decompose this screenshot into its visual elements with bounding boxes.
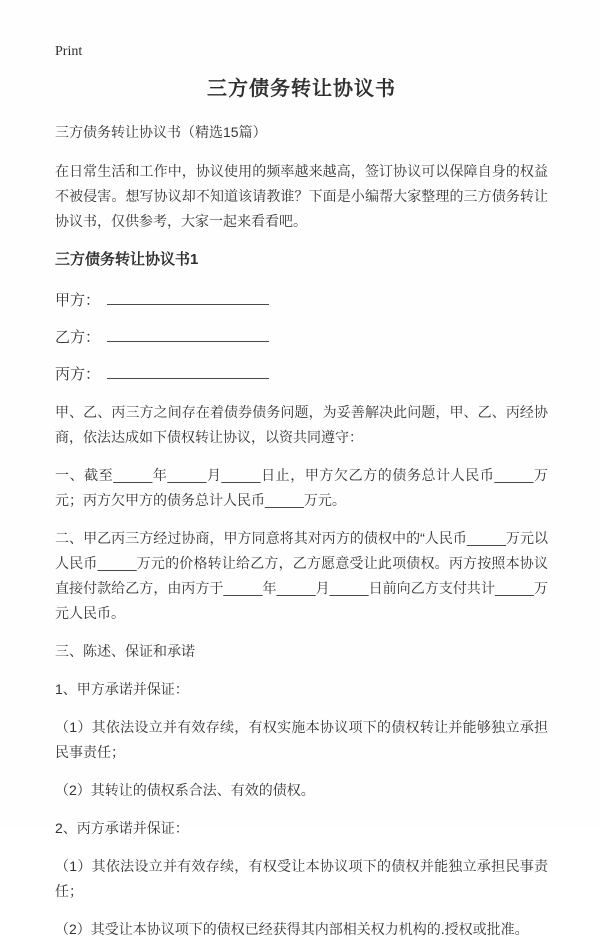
item-2-sub-2: （2）其受让本协议项下的债权已经获得其内部相关权力机构的.授权或批准。 <box>55 921 529 937</box>
item-2-heading: 2、丙方承诺并保证： <box>55 820 189 836</box>
clause-1-paragraph: 一、截至_____年_____月_____日止，甲方欠乙方的债务总计人民币_____万元；丙方欠甲方的债务总计人民币_____万元。 <box>55 467 548 508</box>
party-a-label: 甲方： <box>55 292 101 309</box>
party-b-label: 乙方： <box>55 329 101 346</box>
item-1-sub-1: （1）其依法设立并有效存续，有权实施本协议项下的债权转让并能够独立承担民事责任； <box>55 719 548 760</box>
item-2-sub-1: （1）其依法设立并有效存续，有权受让本协议项下的债权并能独立承担民事责任； <box>55 858 548 899</box>
item-1-sub-2: （2）其转让的债权系合法、有效的债权。 <box>55 782 315 798</box>
party-c-label: 丙方： <box>55 366 101 383</box>
party-b-row <box>55 326 548 350</box>
party-c-row <box>55 363 548 387</box>
agreement-heading: 三方债务转让协议书1 <box>55 251 199 268</box>
item-1-heading: 1、甲方承诺并保证： <box>55 681 189 697</box>
clause-3-heading: 三、陈述、保证和承诺 <box>55 643 195 659</box>
clause-2-paragraph: 二、甲乙丙三方经过协商，甲方同意将其对丙方的债权中的“人民币_____万元以人民币_____万元的价格转让给乙方，乙方愿意受让此项债权。丙方按照本协议直接付款给乙方，由丙方于_____年_____月_____日前向乙方支付共计_____万元人民币。 <box>55 530 548 621</box>
party-b-blank-line <box>107 326 269 342</box>
party-a-row <box>55 289 548 313</box>
party-a-blank-line <box>107 289 269 305</box>
intro-paragraph: 在日常生活和工作中，协议使用的频率越来越高，签订协议可以保障自身的权益不被侵害。想写协议却不知道该请教谁？下面是小编帮大家整理的三方债务转让协议书，仅供参考，大家一起来看看吧。 <box>55 163 548 229</box>
document-title: 三方债务转让协议书 <box>207 78 396 100</box>
preamble-paragraph: 甲、乙、丙三方之间存在着债券债务问题，为妥善解决此问题，甲、乙、丙经协商，依法达成如下债权转让协议，以资共同遵守： <box>55 404 548 445</box>
document-subtitle: 三方债务转让协议书（精选15篇） <box>55 124 267 140</box>
print-link[interactable]: Print <box>55 44 83 59</box>
party-c-blank-line <box>107 363 269 379</box>
